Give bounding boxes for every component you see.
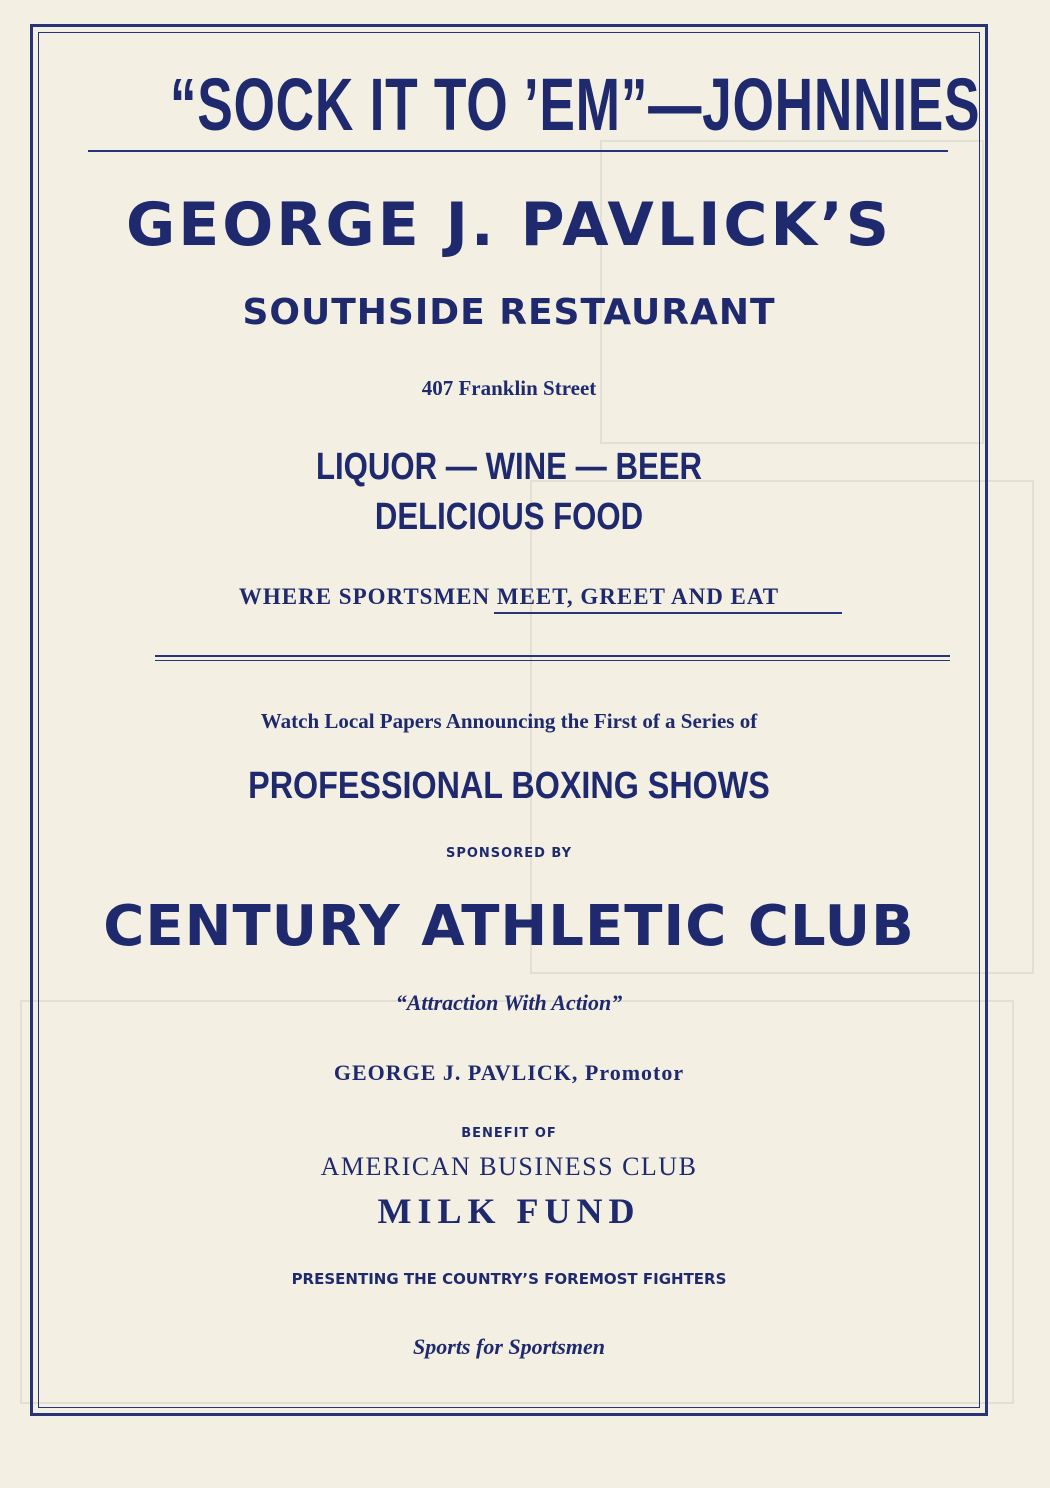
slogan: “Attraction With Action” (395, 990, 623, 1015)
beneficiary: AMERICAN BUSINESS CLUB (320, 1152, 698, 1181)
club-name: CENTURY ATHLETIC CLUB (103, 894, 915, 959)
headline: “SOCK IT TO ’EM”—JOHNNIES (169, 63, 981, 146)
food-line: DELICIOUS FOOD (374, 496, 644, 538)
section-divider-top (155, 655, 950, 657)
benefit-of-label: BENEFIT OF (461, 1126, 557, 1141)
headline-rule (88, 150, 948, 152)
tagline: WHERE SPORTSMEN MEET, GREET AND EAT (238, 584, 780, 609)
sponsored-by-label: SPONSORED BY (445, 846, 573, 861)
restaurant-name: SOUTHSIDE RESTAURANT (242, 292, 776, 333)
tagline-underline (494, 612, 842, 614)
drinks-line: LIQUOR — WINE — BEER (315, 446, 703, 488)
presenting-line: PRESENTING THE COUNTRY’S FOREMOST FIGHTERS (291, 1270, 727, 1288)
closing-line: Sports for Sportsmen (413, 1334, 605, 1359)
fund-name: MILK FUND (377, 1191, 641, 1231)
section-divider-bottom (155, 660, 950, 661)
announcement: Watch Local Papers Announcing the First of a Series of (260, 709, 758, 733)
address: 407 Franklin Street (421, 376, 597, 400)
promotor: GEORGE J. PAVLICK, Promotor (333, 1060, 685, 1085)
owner-name: GEORGE J. PAVLICK’S (126, 190, 892, 260)
event-title: PROFESSIONAL BOXING SHOWS (248, 765, 770, 807)
